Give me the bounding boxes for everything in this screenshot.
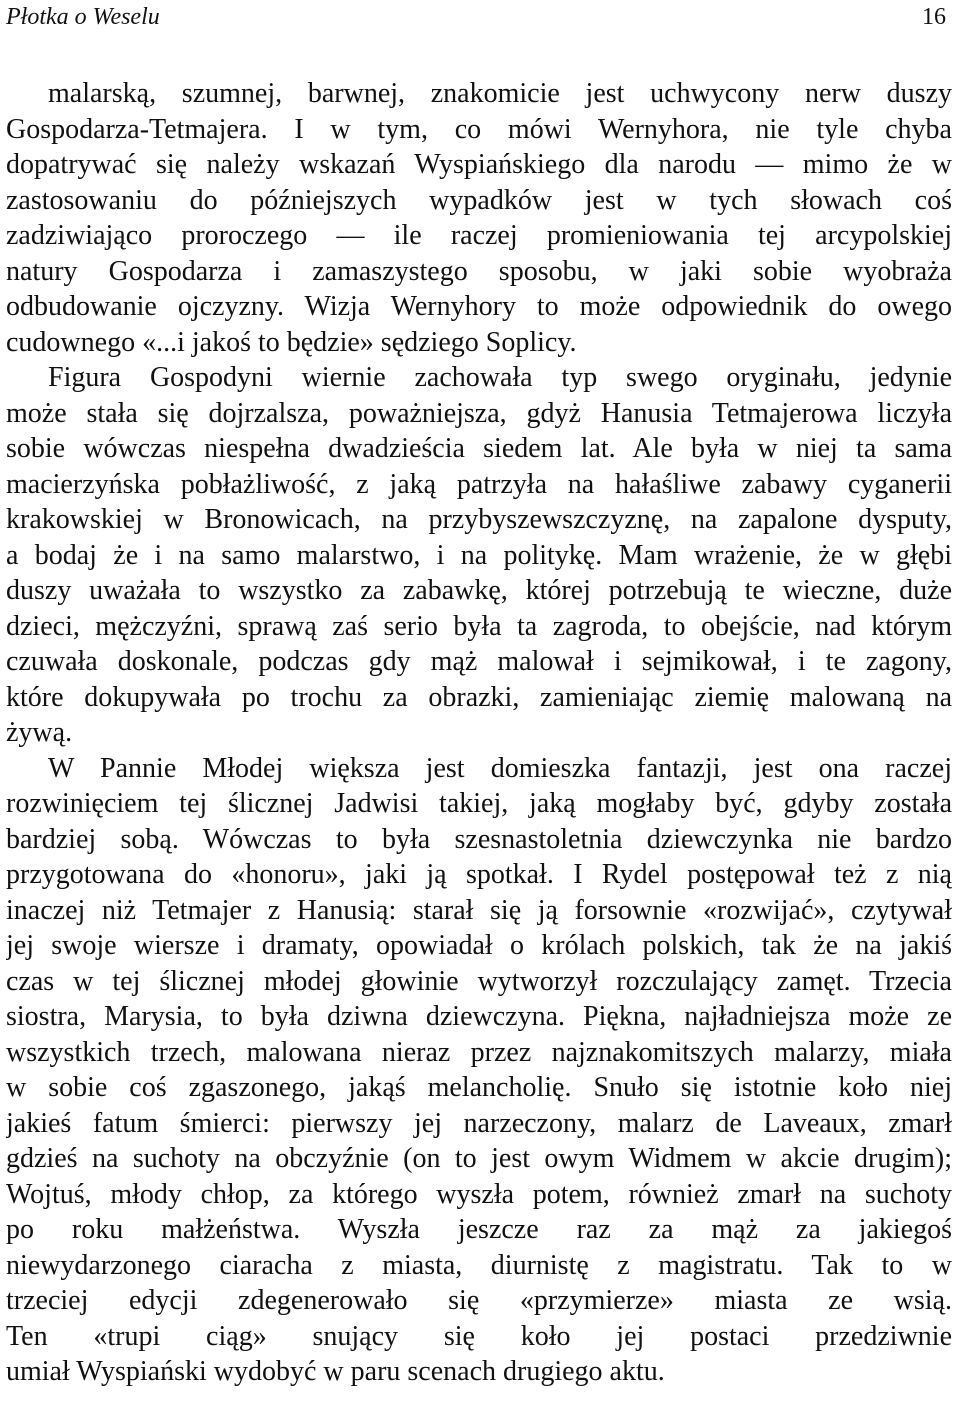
text-line: sobie wówczas niespełna dwadzieścia siedem lat. Ale była w niej ta sama: [6, 433, 952, 464]
text-line: siostra, Marysia, to była dziwna dziewczyna. Piękna, najładniejsza może ze: [6, 1001, 952, 1032]
text-line: jakieś fatum śmierci: pierwszy jej narzeczony, malarz de Laveaux, zmarł: [6, 1107, 952, 1139]
text-line: jej swoje wiersze i dramaty, opowiadał o królach polskich, tak że na jakiś: [6, 930, 952, 961]
text-line: cudownego «...i jakoś to będzie» sędziego Soplicy.: [6, 326, 577, 358]
text-line: krakowskiej w Bronowicach, na przybyszewszczyznę, na zapalone dysputy,: [6, 504, 952, 535]
text-line: trzeciej edycji zdegenerowało się «przymierze» miasta ze wsią.: [6, 1285, 952, 1316]
text-line: inaczej niż Tetmajer z Hanusią: starał się ją forsownie «rozwijać», czytywał: [6, 894, 952, 926]
text-line: gdzieś na suchoty na obczyźnie (on to jest owym Widmem w akcie drugim);: [6, 1143, 952, 1174]
body-text: [6, 76, 952, 1390]
text-line: Ten «trupi ciąg» snujący się koło jej postaci przedziwnie: [6, 1320, 952, 1352]
text-line: żywą.: [6, 717, 73, 748]
text-line: W Pannie Młodej większa jest domieszka fantazji, jest ona raczej: [48, 752, 952, 784]
text-line: czuwała doskonale, podczas gdy mąż malował i sejmikował, i te zagony,: [6, 646, 952, 677]
text-line: w sobie coś zgaszonego, jakąś melancholię. Snuło się istotnie koło niej: [6, 1072, 952, 1103]
running-title: Płotka o Weselu: [6, 4, 160, 30]
text-line: zadziwiająco proroczego — ile raczej promieniowania tej arcypolskiej: [6, 220, 952, 251]
text-line: natury Gospodarza i zamaszystego sposobu, w jaki sobie wyobraża: [6, 255, 952, 287]
text-line: czas w tej ślicznej młodej głowinie wytworzył rozczulający zamęt. Trzecia: [6, 965, 952, 997]
text-line: przygotowana do «honoru», jaki ją spotkał. I Rydel postępował też z nią: [6, 859, 952, 890]
text-line: malarską, szumnej, barwnej, znakomicie jest uchwycony nerw duszy: [48, 78, 952, 109]
text-line: wszystkich trzech, malowana nieraz przez najznakomitszych malarzy, miała: [6, 1036, 952, 1068]
text-line: bardziej sobą. Wówczas to była szesnastoletnia dziewczynka nie bardzo: [6, 823, 952, 855]
text-line: odbudowanie ojczyzny. Wizja Wernyhory to może odpowiednik do owego: [6, 291, 952, 322]
text-line: Wojtuś, młody chłop, za którego wyszła potem, również zmarł na suchoty: [6, 1178, 952, 1210]
text-line: rozwinięciem tej ślicznej Jadwisi takiej, jaką mogłaby być, gdyby została: [6, 788, 952, 819]
text-line: a bodaj że i na samo malarstwo, i na politykę. Mam wrażenie, że w głębi: [6, 539, 952, 571]
text-line: niewydarzonego ciaracha z miasta, diurnistę z magistratu. Tak to w: [6, 1249, 952, 1281]
text-line: dopatrywać się należy wskazań Wyspiańskiego dla narodu — mimo że w: [6, 149, 952, 180]
text-line: po roku małżeństwa. Wyszła jeszcze raz za mąż za jakiegoś: [6, 1214, 952, 1245]
text-line: Gospodarza-Tetmajera. I w tym, co mówi Wernyhora, nie tyle chyba: [6, 113, 952, 145]
text-line: umiał Wyspiański wydobyć w paru scenach drugiego aktu.: [6, 1356, 665, 1387]
text-line: dzieci, mężczyźni, sprawą zaś serio była ta zagroda, to obejście, nad którym: [6, 610, 952, 642]
text-line: które dokupywała po trochu za obrazki, zamieniając ziemię malowaną na: [6, 681, 952, 713]
text-line: zastosowaniu do późniejszych wypadków jest w tych słowach coś: [6, 184, 952, 216]
text-line: może stała się dojrzalsza, poważniejsza, gdyż Hanusia Tetmajerowa liczyła: [6, 397, 952, 429]
running-header: [6, 2, 946, 36]
text-line: macierzyńska pobłażliwość, z jaką patrzyła na hałaśliwe zabawy cyganerii: [6, 468, 952, 500]
text-line: Figura Gospodyni wiernie zachowała typ swego oryginału, jedynie: [48, 362, 952, 393]
text-line: duszy uważała to wszystko za zabawkę, której potrzebują te wieczne, duże: [6, 575, 952, 606]
page-number: 16: [922, 4, 946, 30]
